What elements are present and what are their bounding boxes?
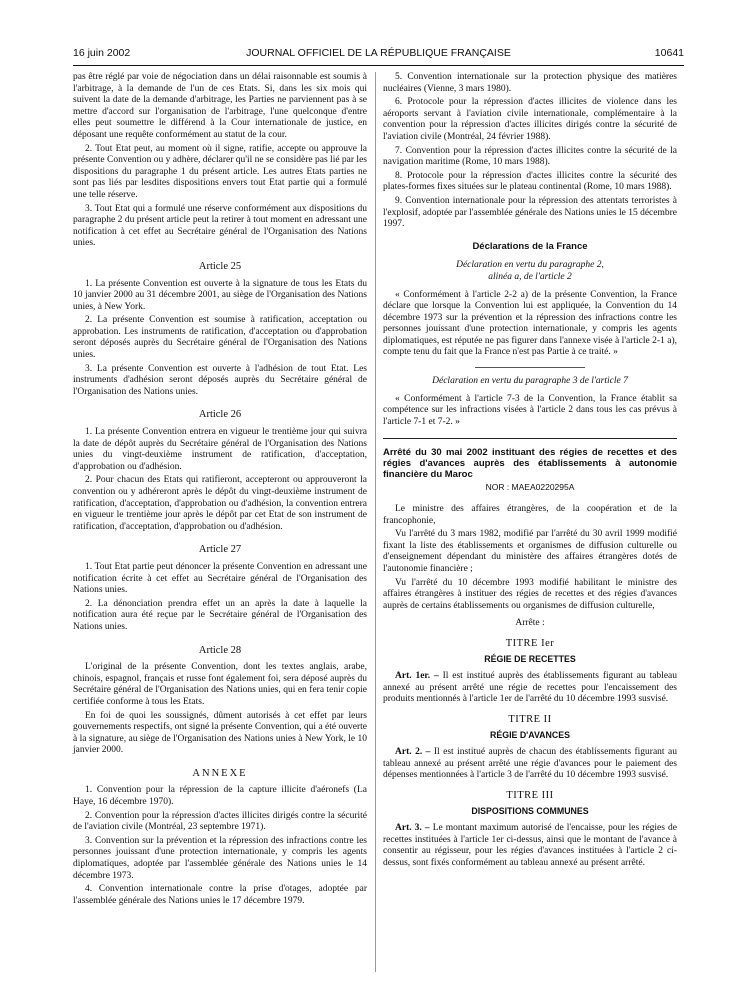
article-paragraph	[383, 747, 677, 782]
article-heading: Article 25	[198, 260, 242, 272]
annexe-heading: ANNEXE	[192, 767, 248, 779]
visa-paragraph: Vu l'arrêté du 10 décembre 1993 modifié habilitant le ministre des affaires étrangères à instituer des régies de recettes et des régies d'avances auprès de certains établissements ou organismes de diffusion culturelle,	[383, 577, 677, 611]
right-column	[383, 72, 677, 871]
paragraph: 3. Tout Etat qui a formulé une réserve conformément aux dispositions du paragraphe 2 du présent article peut la retirer à tout moment en adressant une notification à cet effet au Secrétaire général de l'Organisation des Nations unies.	[73, 203, 367, 249]
paragraph: pas être réglé par voie de négociation dans un délai raisonnable est soumis à l'arbitrage, à la demande de l'un de ces Etats. Si, dans les six mois qui suivent la date de la demande d'arbitrage, les Parties ne parviennent pas à se mettre d'accord sur l'organisation de l'arbitrage, l'une quelconque d'entre elles peut soumettre le différend à la Cour internationale de justice, en déposant une requête conformément au statut de la cour.	[73, 72, 367, 140]
paragraph: 2. Pour chacun des Etats qui ratifieront, accepteront ou approuveront la convention ou y adhéreront après le dépôt du vingt-deuxième instrument de ratification, d'acceptation, d'approbation ou d'adhésion, la convention entrera en vigueur le trentième jour après le dépôt par cet Etat de son instrument de ratification, d'acceptation, d'approbation ou d'adhésion.	[73, 475, 367, 532]
titre-subheading: RÉGIE DE RECETTES	[484, 653, 576, 664]
section-divider	[383, 438, 677, 439]
article-heading: Article 27	[198, 544, 242, 556]
annexe-item: 9. Convention internationale pour la répression des attentats terroristes à l'explosif, adoptée par l'assemblée générale des Nations unies le 15 décembre 1997.	[383, 195, 677, 230]
declaration-text: « Conformément à l'article 7-3 de la Convention, la France établit sa compétence sur les infractions visées à l'article 2 dans tous les cas prévus à l'article 7-1 et 7-2. »	[383, 393, 677, 427]
titre-heading: TITRE III	[506, 789, 554, 801]
declarations-heading: Déclarations de la France	[472, 240, 588, 252]
annexe-item: 6. Protocole pour la répression d'actes illicites de violence dans les aéroports servant à l'aviation civile internationale, complémentaire à la convention pour la répression d'actes illicites dirigés contre la sécurité de l'aviation civile (Montréal, 24 février 1988).	[383, 97, 677, 142]
short-divider	[475, 367, 585, 368]
page-number: 10641	[654, 47, 684, 59]
arrete-title: Arrêté du 30 mai 2002 instituant des régies de recettes et des régies d'avances auprès des établissements à autonomie financière du Maroc	[383, 447, 677, 481]
column-separator	[375, 72, 376, 972]
paragraph: L'original de la présente Convention, dont les textes anglais, arabe, chinois, espagnol, français et russe font également foi, sera déposé auprès du Secrétaire général de l'Organisation des Nations unies, qui en fera tenir copie certifiée conforme à tous les Etats.	[73, 662, 367, 707]
article-heading: Article 28	[198, 644, 242, 656]
titre-subheading: DISPOSITIONS COMMUNES	[471, 805, 589, 816]
annexe-item: 2. Convention pour la répression d'actes illicites dirigés contre la sécurité de l'aviation civile (Montréal, 23 septembre 1971).	[73, 810, 367, 833]
declaration-heading-line: Déclaration en vertu du paragraphe 2,	[456, 260, 604, 271]
article-label: Art. 2. –	[395, 747, 431, 758]
declaration-text: « Conformément à l'article 2-2 a) de la présente Convention, la France déclare que lorsque la Convention lui est appliquée, la Convention du 14 décembre 1973 sur la prévention et la répression des infractions contre les personnes jouissant d'une protection internationale, y compris les agents diplomatiques, est réputée ne pas figurer dans l'annexe visée à l'article 2-1 a), compte tenu du fait que la France n'est pas Partie à ce traité. »	[383, 289, 677, 358]
journal-title: JOURNAL OFFICIEL DE LA RÉPUBLIQUE FRANÇAISE	[246, 47, 511, 59]
paragraph: 3. La présente Convention est ouverte à l'adhésion de tout Etat. Les instruments d'adhésion seront déposés auprès du Secrétaire général de l'Organisation des Nations unies.	[73, 363, 367, 397]
nor-reference: NOR : MAEA0220295A	[485, 482, 575, 493]
paragraph: 1. Tout Etat partie peut dénoncer la présente Convention en adressant une notification écrite à cet effet au Secrétaire général de l'Organisation des Nations unies.	[73, 561, 367, 596]
annexe-item: 8. Protocole pour la répression d'actes illicites contre la sécurité des plates-formes fixes situées sur le plateau continental (Rome, 10 mars 1988).	[383, 170, 677, 193]
titre-heading: TITRE II	[508, 713, 552, 725]
declaration-heading: Déclaration en vertu du paragraphe 3 de l'article 7	[432, 376, 628, 387]
visa-paragraph: Le ministre des affaires étrangères, de la coopération et de la francophonie,	[383, 504, 677, 526]
arrete-label: Arrête :	[515, 618, 545, 629]
page-header	[73, 47, 684, 63]
annexe-item: 5. Convention internationale sur la protection physique des matières nucléaires (Vienne, 3 mars 1980).	[383, 72, 677, 94]
article-paragraph	[383, 823, 677, 869]
annexe-item: 3. Convention sur la prévention et la répression des infractions contre les personnes jouissant d'une protection internationale, y compris les agents diplomatiques, adoptée par l'assemblée générale des Nations unies le 14 décembre 1973.	[73, 835, 367, 881]
article-text: Le montant maximum autorisé de l'encaisse, pour les régies de recettes instituées à l'article 1er ci-dessus, ainsi que le montant de l'avance à consentir au régisseur, pour les régies d'avances instituées à l'article 2 ci-dessus, sont fixés conformément au tableau annexé au présent arrêté.	[383, 823, 677, 868]
paragraph: 2. Tout Etat peut, au moment où il signe, ratifie, accepte ou approuve la présente Convention ou y adhère, déclarer qu'il ne se considère pas lié par les dispositions du paragraphe 1 du présent article. Les autres Etats parties ne sont pas liés par lesdites dispositions envers tout Etat partie qui a formulé une telle réserve.	[73, 143, 367, 200]
left-column	[73, 72, 367, 909]
paragraph: 1. La présente Convention est ouverte à la signature de tous les Etats du 10 janvier 2000 au 31 décembre 2001, au siège de l'Organisation des Nations unies, à New York.	[73, 278, 367, 312]
annexe-item: 1. Convention pour la répression de la capture illicite d'aéronefs (La Haye, 16 décembre 1970).	[73, 785, 367, 808]
titre-subheading: RÉGIE D'AVANCES	[490, 729, 570, 740]
paragraph: 1. La présente Convention entrera en vigueur le trentième jour qui suivra la date de dépôt auprès du Secrétaire général de l'Organisation des Nations unies du vingt-deuxième instrument de ratification, d'acceptation, d'approbation ou d'adhésion.	[73, 427, 367, 472]
annexe-item: 4. Convention internationale contre la prise d'otages, adoptée par l'assemblée générale des Nations unies le 17 décembre 1979.	[73, 884, 367, 906]
article-text: Il est institué auprès de chacun des établissements figurant au tableau annexé au présent arrêté une régie d'avances pour le paiement des dépenses mentionnées à l'article 3 de l'arrêté du 10 décembre 1993 susvisé.	[383, 747, 677, 781]
visa-paragraph: Vu l'arrêté du 3 mars 1982, modifié par l'arrêté du 30 avril 1999 modifié fixant la liste des établissements et organismes de diffusion culturelle ou d'enseignement dépendant du ministère des affaires étrangères dotés de l'autonomie financière ;	[383, 529, 677, 574]
article-text: Il est institué auprès des établissements figurant au tableau annexé au présent arrêté une régie de recettes pour l'encaissement des produits mentionnés à l'article 1er de l'arrêté du 10 décembre 1993 susvisé.	[383, 671, 677, 705]
paragraph: En foi de quoi les soussignés, dûment autorisés à cet effet par leurs gouvernements respectifs, ont signé la présente Convention, qui a été ouverte à la signature, au siège de l'Organisation des Nations unies à New York, le 10 janvier 2000.	[73, 710, 367, 756]
declaration-heading-line: alinéa a, de l'article 2	[488, 271, 572, 282]
article-label: Art. 1er. –	[395, 671, 439, 682]
article-heading: Article 26	[198, 409, 242, 421]
header-rule	[73, 65, 684, 66]
paragraph: 2. La présente Convention est soumise à ratification, acceptation ou approbation. Les instruments de ratification, d'acceptation ou d'approbation seront déposés auprès du Secrétaire général de l'Organisation des Nations unies.	[73, 315, 367, 361]
article-label: Art. 3. –	[395, 823, 430, 834]
declaration-heading	[383, 260, 677, 283]
paragraph: 2. La dénonciation prendra effet un an après la date à laquelle la notification aura été reçue par le Secrétaire général de l'Organisation des Nations unies.	[73, 598, 367, 632]
header-date: 16 juin 2002	[73, 47, 131, 59]
article-paragraph	[383, 671, 677, 706]
annexe-item: 7. Convention pour la répression d'actes illicites contre la sécurité de la navigation maritime (Rome, 10 mars 1988).	[383, 145, 677, 168]
titre-heading: TITRE Ier	[505, 637, 555, 649]
